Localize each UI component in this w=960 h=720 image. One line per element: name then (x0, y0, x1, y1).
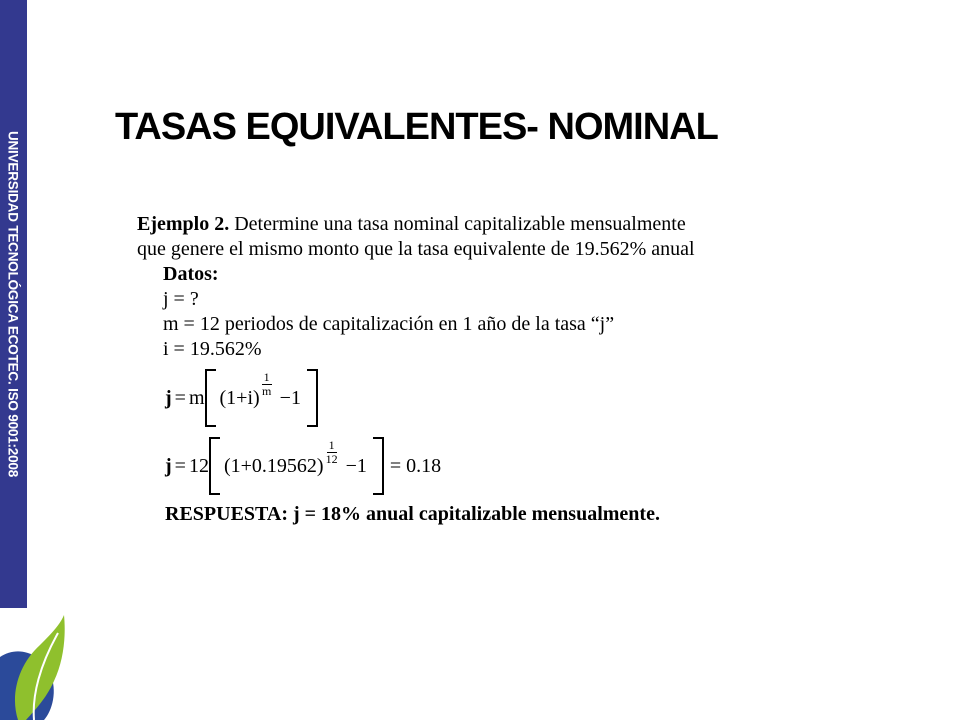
dato-m: m = 12 periodos de capitalización en 1 año de la tasa “j” (163, 313, 615, 335)
institution-label: UNIVERSIDAD TECNOLÓGICA ECOTEC. ISO 9001:2008 (5, 130, 21, 478)
formula2-result: = 0.18 (389, 454, 442, 477)
dato-i: i = 19.562% (163, 338, 262, 360)
formula-substituted (165, 436, 695, 496)
formula1-exponent (262, 371, 272, 398)
statement-line-1 (137, 212, 695, 237)
formula2-exp-den: 12 (325, 451, 338, 466)
formula1-minus: −1 (279, 386, 301, 409)
formula2-m: 12 (188, 454, 209, 477)
answer-label: RESPUESTA: (165, 503, 288, 525)
formula2-right-bracket (373, 437, 384, 495)
slide-title: TASAS EQUIVALENTES- NOMINAL (115, 106, 718, 148)
formula1-base: (1+i) (219, 386, 260, 409)
formula2-lhs: j (165, 454, 172, 477)
sidebar-band (0, 0, 27, 608)
formula-general (165, 368, 695, 428)
ecotec-logo (0, 615, 70, 720)
dato-j: j = ? (163, 288, 199, 310)
answer-line (165, 502, 695, 527)
example-label: Ejemplo 2. (137, 213, 230, 235)
example-content (137, 212, 695, 527)
formula2-eq: = (174, 454, 186, 477)
formula2-base: (1+0.19562) (223, 454, 324, 477)
formula1-m: m (188, 386, 205, 409)
statement-line-2: que genere el mismo monto que la tasa equivalente de 19.562% anual (137, 238, 695, 260)
formula2-left-bracket (209, 437, 220, 495)
formula1-exp-num: 1 (263, 369, 270, 384)
datos-label: Datos: (163, 263, 219, 285)
formula1-lhs: j (165, 386, 172, 409)
formula1-right-bracket (307, 369, 318, 427)
formula2-exponent (326, 439, 338, 466)
formula1-exp-den: m (262, 383, 272, 398)
formula1-left-bracket (205, 369, 216, 427)
answer-text: j = 18% anual capitalizable mensualmente. (293, 503, 660, 525)
formula2-minus: −1 (345, 454, 367, 477)
statement-text-1: Determine una tasa nominal capitalizable mensualmente (234, 213, 686, 235)
formula1-eq: = (174, 386, 186, 409)
formula2-exp-num: 1 (328, 437, 335, 452)
